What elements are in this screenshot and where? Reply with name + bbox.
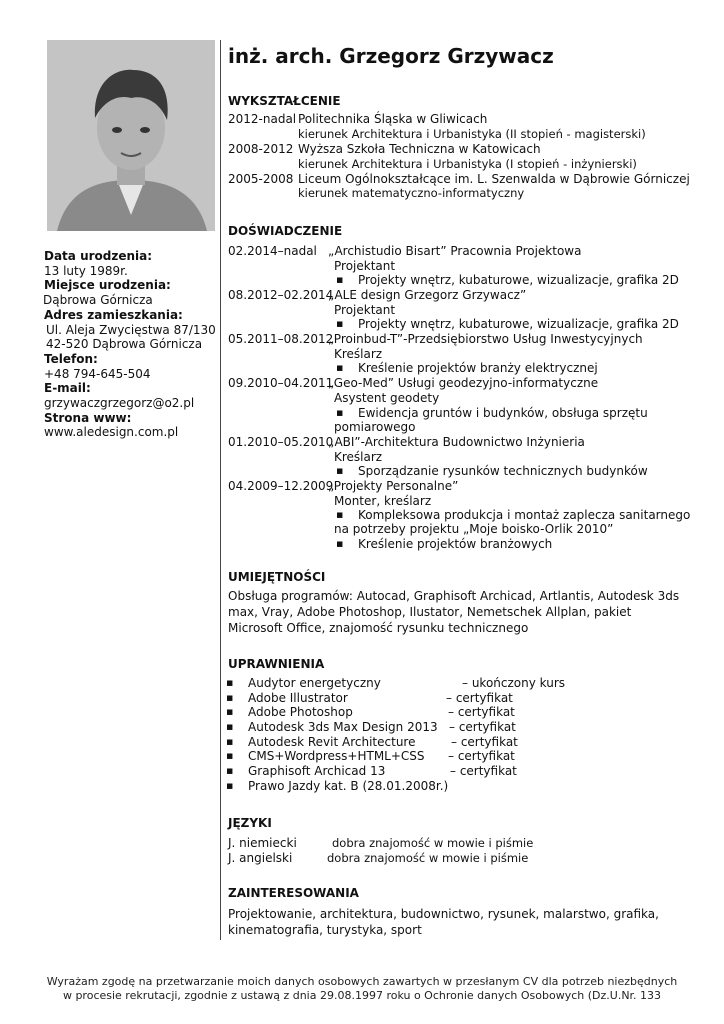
cert-name: ▪ Adobe Illustrator — [248, 691, 348, 705]
exp-company: „Projekty Personalne” — [328, 479, 459, 493]
exp-period: 04.2009–12.2009 — [228, 479, 334, 493]
portrait-icon — [47, 40, 215, 231]
edu-detail: kierunek matematyczno-informatyczny — [298, 186, 525, 200]
birthplace-label: Miejsce urodzenia: — [44, 278, 171, 293]
footer-line2: w procesie rekrutacji, zgodnie z ustawą z dnia 29.08.1997 roku o Ochronie danych Osobowych (Dz.U.Nr. 133 — [62, 989, 662, 1002]
exp-bullet: ▪ Ewidencja gruntów i budynków, obsługa sprzętu — [358, 406, 648, 420]
exp-company: „ALE design Grzegorz Grzywacz” — [328, 288, 527, 302]
lang-level: dobra znajomość w mowie i piśmie — [332, 836, 534, 850]
certificates-heading: UPRAWNIENIA — [228, 657, 325, 671]
education-heading: WYKSZTAŁCENIE — [228, 94, 341, 108]
footer-line1: Wyrażam zgodę na przetwarzanie moich danych osobowych zawartych w przesłanym CV dla potrzeb niezbędnych — [46, 975, 678, 988]
edu-detail: kierunek Architektura i Urbanistyka (I stopień - inżynierski) — [298, 157, 637, 171]
cert-name: ▪ Adobe Photoshop — [248, 705, 353, 719]
exp-role: Projektant — [334, 303, 396, 317]
cert-note: – certyfikat — [448, 749, 515, 763]
exp-bullet: ▪ Kreślenie projektów branżowych — [358, 537, 552, 551]
edu-period: 2008-2012 — [228, 142, 294, 156]
cert-name: ▪ Autodesk Revit Architecture — [248, 735, 415, 749]
exp-period: 02.2014–nadal — [228, 244, 317, 258]
edu-period: 2005-2008 — [228, 172, 294, 186]
exp-bullet: ▪ Kompleksowa produkcja i montaż zaplecza sanitarnego — [358, 508, 690, 522]
exp-role: Asystent geodety — [334, 391, 440, 405]
cert-name: ▪ Audytor energetyczny — [248, 676, 381, 690]
cert-note: – certyfikat — [451, 735, 518, 749]
edu-detail: kierunek Architektura i Urbanistyka (II stopień - magisterski) — [298, 127, 646, 141]
profile-photo — [47, 40, 215, 231]
exp-role: Projektant — [334, 259, 396, 273]
exp-period: 08.2012–02.2014 — [228, 288, 334, 302]
interests-heading: ZAINTERESOWANIA — [228, 886, 359, 900]
exp-bullet: ▪ Kreślenie projektów branży elektrycznej — [358, 361, 598, 375]
cert-name: ▪ Graphisoft Archicad 13 — [248, 764, 385, 778]
interests-text: Projektowanie, architektura, budownictwo, rysunek, malarstwo, grafika, kinematografia, turystyka, sport — [228, 907, 659, 937]
edu-school: Liceum Ogólnokształcące im. L. Szenwalda w Dąbrowie Górniczej — [298, 172, 690, 186]
email-value[interactable]: grzywaczgrzegorz@o2.pl — [44, 396, 195, 411]
page-title: inż. arch. Grzegorz Grzywacz — [228, 44, 554, 68]
phone-label: Telefon: — [44, 351, 98, 366]
exp-role: Monter, kreślarz — [334, 494, 432, 508]
skills-text: Obsługa programów: Autocad, Graphisoft Archicad, Artlantis, Autodesk 3ds max, Vray, Adobe Photoshop, Ilustator, Nemetschek Allplan, pakiet Microsoft Office, znajomość rysunku technicznego — [228, 589, 680, 635]
languages-heading: JĘZYKI — [228, 816, 272, 830]
exp-role: Kreślarz — [334, 347, 383, 361]
email-label: E-mail: — [44, 381, 91, 396]
exp-role: Kreślarz — [334, 450, 383, 464]
exp-period: 05.2011–08.2012 — [228, 332, 334, 346]
edu-period: 2012-nadal — [228, 112, 297, 126]
address-line1: Ul. Aleja Zwycięstwa 87/130 — [46, 322, 216, 337]
exp-company: „Geo-Med” Usługi geodezyjno-informatyczne — [328, 376, 599, 390]
exp-period: 09.2010–04.2011 — [228, 376, 334, 390]
birth-label: Data urodzenia: — [44, 249, 153, 263]
address-label: Adres zamieszkania: — [44, 307, 183, 322]
address-line2: 42-520 Dąbrowa Górnicza — [46, 337, 203, 352]
www-value[interactable]: www.aledesign.com.pl — [44, 425, 179, 440]
exp-bullet: ▪ Projekty wnętrz, kubaturowe, wizualizacje, grafika 2D — [358, 273, 679, 287]
skills-heading: UMIEJĘTNOŚCI — [228, 570, 326, 584]
birthplace-value: Dąbrowa Górnicza — [43, 293, 153, 308]
lang-name: J. niemiecki — [228, 836, 297, 850]
consent-footer — [0, 975, 724, 1003]
column-divider — [220, 40, 221, 940]
cert-note: – certyfikat — [446, 691, 513, 705]
exp-bullet: ▪ Sporządzanie rysunków technicznych budynków — [358, 464, 648, 478]
lang-level: dobra znajomość w mowie i piśmie — [327, 851, 529, 865]
cert-note: – ukończony kurs — [462, 676, 566, 690]
birth-value: 13 luty 1989r. — [44, 263, 128, 278]
phone-value: +48 794-645-504 — [44, 366, 151, 381]
www-label: Strona www: — [44, 410, 132, 425]
exp-period: 01.2010–05.2010 — [228, 435, 334, 449]
lang-name: J. angielski — [228, 851, 293, 865]
exp-bullet: ▪ Projekty wnętrz, kubaturowe, wizualizacje, grafika 2D — [358, 317, 679, 331]
cert-note: – certyfikat — [448, 705, 515, 719]
exp-company: „ABI”-Architektura Budownictwo Inżynieria — [328, 435, 585, 449]
personal-info — [0, 249, 216, 440]
cert-name: ▪ CMS+Wordpress+HTML+CSS — [248, 749, 425, 763]
cert-name: ▪ Prawo Jazdy kat. B (28.01.2008r.) — [248, 779, 448, 793]
cert-note: – certyfikat — [449, 720, 516, 734]
exp-continuation: pomiarowego — [334, 420, 416, 434]
edu-school: Wyższa Szkoła Techniczna w Katowicach — [298, 142, 541, 156]
exp-company: „Archistudio Bisart” Pracownia Projektowa — [328, 244, 582, 258]
cert-name: ▪ Autodesk 3ds Max Design 2013 — [248, 720, 438, 734]
exp-company: „Proinbud-T”-Przedsiębiorstwo Usług Inwestycyjnych — [328, 332, 643, 346]
experience-heading: DOŚWIADCZENIE — [228, 224, 343, 238]
cert-note: – certyfikat — [450, 764, 517, 778]
exp-continuation: na potrzeby projektu „Moje boisko-Orlik 2010” — [334, 522, 614, 536]
edu-school: Politechnika Śląska w Gliwicach — [298, 112, 488, 126]
